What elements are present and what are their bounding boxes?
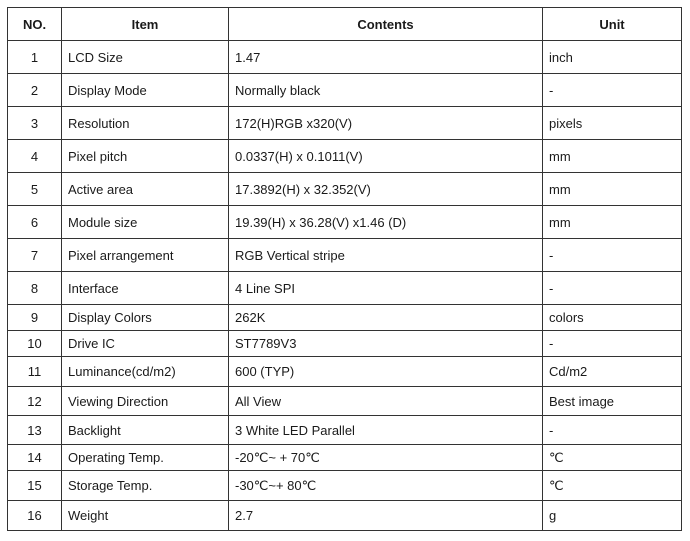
header-contents: Contents <box>229 8 543 41</box>
cell-contents: 17.3892(H) x 32.352(V) <box>229 173 543 206</box>
table-row <box>8 471 682 501</box>
cell-contents: 2.7 <box>229 501 543 531</box>
cell-no: 5 <box>8 173 62 206</box>
cell-no: 2 <box>8 74 62 107</box>
cell-item: Display Mode <box>62 74 229 107</box>
cell-item: Active area <box>62 173 229 206</box>
cell-item: Storage Temp. <box>62 471 229 501</box>
cell-item: Pixel pitch <box>62 140 229 173</box>
cell-item: Operating Temp. <box>62 445 229 471</box>
cell-contents: -20℃~ + 70℃ <box>229 445 543 471</box>
cell-contents: 600 (TYP) <box>229 357 543 387</box>
cell-unit: g <box>543 501 682 531</box>
cell-unit: - <box>543 272 682 305</box>
table-row <box>8 387 682 416</box>
cell-item: Pixel arrangement <box>62 239 229 272</box>
table-row <box>8 272 682 305</box>
header-no: NO. <box>8 8 62 41</box>
cell-no: 11 <box>8 357 62 387</box>
cell-no: 7 <box>8 239 62 272</box>
cell-no: 9 <box>8 305 62 331</box>
cell-unit: - <box>543 416 682 445</box>
cell-contents: 4 Line SPI <box>229 272 543 305</box>
cell-contents: 262K <box>229 305 543 331</box>
cell-unit: ℃ <box>543 445 682 471</box>
cell-contents: 172(H)RGB x320(V) <box>229 107 543 140</box>
cell-unit: mm <box>543 173 682 206</box>
table-row <box>8 501 682 531</box>
table-row <box>8 140 682 173</box>
table-row <box>8 41 682 74</box>
cell-unit: - <box>543 74 682 107</box>
cell-item: Drive IC <box>62 331 229 357</box>
cell-item: Luminance(cd/m2) <box>62 357 229 387</box>
table-row <box>8 74 682 107</box>
spec-table <box>7 7 682 531</box>
table-row <box>8 331 682 357</box>
cell-no: 13 <box>8 416 62 445</box>
cell-contents: All View <box>229 387 543 416</box>
cell-contents: ST7789V3 <box>229 331 543 357</box>
cell-contents: RGB Vertical stripe <box>229 239 543 272</box>
cell-unit: pixels <box>543 107 682 140</box>
cell-item: Module size <box>62 206 229 239</box>
cell-unit: ℃ <box>543 471 682 501</box>
cell-item: Resolution <box>62 107 229 140</box>
cell-no: 15 <box>8 471 62 501</box>
cell-no: 3 <box>8 107 62 140</box>
cell-item: Display Colors <box>62 305 229 331</box>
cell-no: 10 <box>8 331 62 357</box>
cell-item: Weight <box>62 501 229 531</box>
table-row <box>8 206 682 239</box>
cell-contents: Normally black <box>229 74 543 107</box>
cell-item: LCD Size <box>62 41 229 74</box>
table-row <box>8 445 682 471</box>
cell-unit: mm <box>543 206 682 239</box>
cell-item: Backlight <box>62 416 229 445</box>
cell-unit: Cd/m2 <box>543 357 682 387</box>
cell-item: Interface <box>62 272 229 305</box>
table-row <box>8 416 682 445</box>
cell-contents: 3 White LED Parallel <box>229 416 543 445</box>
cell-unit: mm <box>543 140 682 173</box>
header-row <box>8 8 682 41</box>
table-row <box>8 107 682 140</box>
header-unit: Unit <box>543 8 682 41</box>
cell-no: 4 <box>8 140 62 173</box>
cell-contents: 1.47 <box>229 41 543 74</box>
cell-unit: colors <box>543 305 682 331</box>
cell-contents: 19.39(H) x 36.28(V) x1.46 (D) <box>229 206 543 239</box>
header-item: Item <box>62 8 229 41</box>
cell-no: 8 <box>8 272 62 305</box>
cell-unit: - <box>543 331 682 357</box>
cell-no: 12 <box>8 387 62 416</box>
cell-contents: -30℃~+ 80℃ <box>229 471 543 501</box>
cell-no: 16 <box>8 501 62 531</box>
table-row <box>8 305 682 331</box>
cell-no: 14 <box>8 445 62 471</box>
table-row <box>8 173 682 206</box>
table-row <box>8 357 682 387</box>
cell-item: Viewing Direction <box>62 387 229 416</box>
cell-no: 6 <box>8 206 62 239</box>
table-row <box>8 239 682 272</box>
cell-contents: 0.0337(H) x 0.1011(V) <box>229 140 543 173</box>
cell-unit: Best image <box>543 387 682 416</box>
cell-no: 1 <box>8 41 62 74</box>
cell-unit: inch <box>543 41 682 74</box>
cell-unit: - <box>543 239 682 272</box>
